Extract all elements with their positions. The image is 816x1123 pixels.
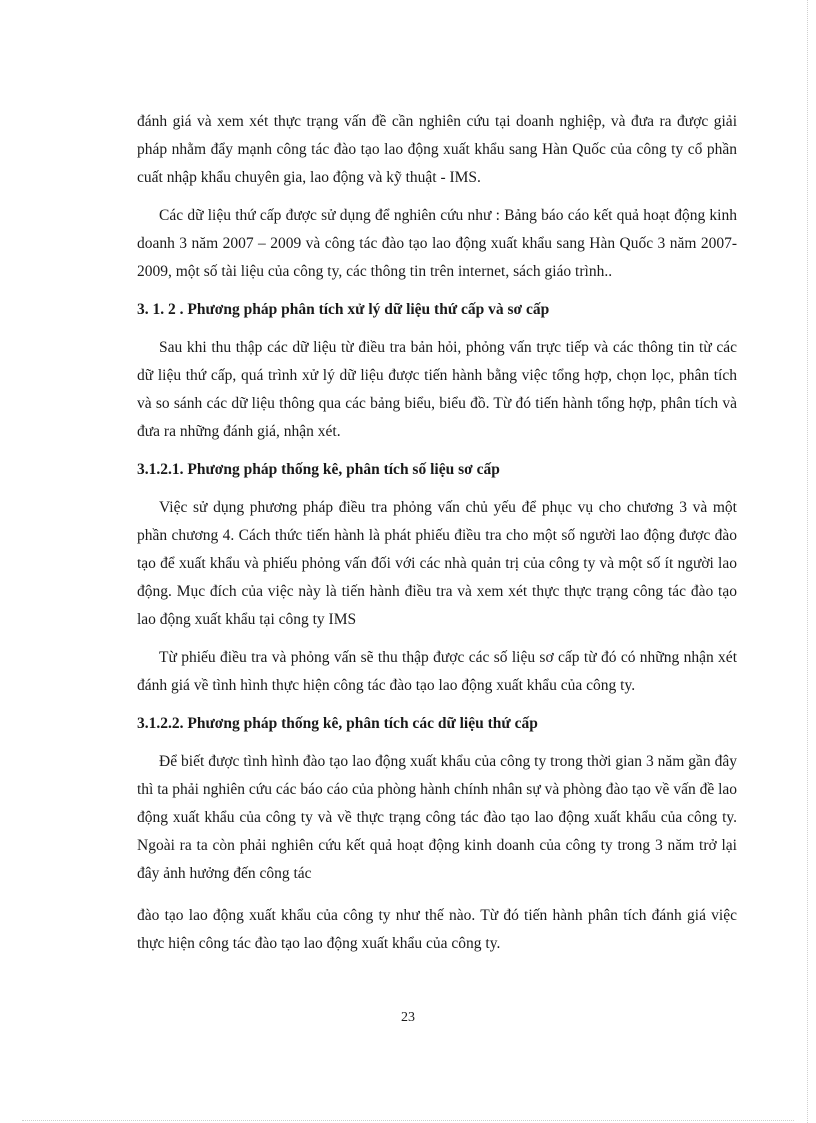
section-heading-3-1-2: 3. 1. 2 . Phương pháp phân tích xử lý dữ liệu thứ cấp và sơ cấp bbox=[137, 301, 550, 318]
paragraph-training-analysis: đào tạo lao động xuất khẩu của công ty như thế nào. Từ đó tiến hành phân tích đánh giá việc thực hiện công tác đào tạo lao động xuất khẩu của công ty. bbox=[137, 907, 737, 952]
section-heading-3-1-2-2: 3.1.2.2. Phương pháp thống kê, phân tích các dữ liệu thứ cấp bbox=[137, 715, 538, 732]
page-number: 23 bbox=[401, 1010, 415, 1025]
page-bottom-divider bbox=[22, 1120, 794, 1121]
section-heading-3-1-2-1: 3.1.2.1. Phương pháp thống kê, phân tích số liệu sơ cấp bbox=[137, 461, 500, 478]
paragraph-intro-continuation: đánh giá và xem xét thực trạng vấn đề cần nghiên cứu tại doanh nghiệp, và đưa ra được giải pháp nhằm đẩy mạnh công tác đào tạo lao động xuất khẩu sang Hàn Quốc của công ty cổ phần cuất nhập khẩu chuyên gia, lao động và kỹ thuật - IMS. bbox=[137, 113, 737, 186]
paragraph-data-processing: Sau khi thu thập các dữ liệu từ điều tra bản hỏi, phỏng vấn trực tiếp và các thông tin từ các dữ liệu thứ cấp, quá trình xử lý dữ liệu được tiến hành bằng việc tổng hợp, chọn lọc, phân tích và so sánh các dữ liệu thông qua các bảng biểu, biểu đồ. Từ đó tiến hành tổng hợp, phân tích và đưa ra những đánh giá, nhận xét. bbox=[137, 339, 737, 440]
paragraph-survey-results: Từ phiếu điều tra và phỏng vấn sẽ thu thập được các số liệu sơ cấp từ đó có những nhận xét đánh giá về tình hình thực hiện công tác đào tạo lao động xuất khẩu của công ty. bbox=[137, 649, 737, 694]
paragraph-secondary-data: Các dữ liệu thứ cấp được sử dụng để nghiên cứu như : Bảng báo cáo kết quả hoạt động kinh doanh 3 năm 2007 – 2009 và công tác đào tạo lao động xuất khẩu sang Hàn Quốc 3 năm 2007-2009, một số tài liệu của công ty, các thông tin trên internet, sách giáo trình.. bbox=[137, 207, 737, 280]
paragraph-training-research: Để biết được tình hình đào tạo lao động xuất khẩu của công ty trong thời gian 3 năm gần đây thì ta phải nghiên cứu các báo cáo của phòng hành chính nhân sự và phòng đào tạo về vấn đề lao động xuất khẩu của công ty và về thực trạng công tác đào tạo lao động xuất khẩu của công ty. Ngoài ra ta còn phải nghiên cứu kết quả hoạt động kinh doanh của công ty trong 3 năm trở lại đây ảnh hưởng đến công tác bbox=[137, 753, 738, 882]
page-edge-divider bbox=[807, 0, 808, 1123]
page-body bbox=[137, 108, 737, 968]
paragraph-survey-method: Việc sử dụng phương pháp điều tra phỏng vấn chủ yếu để phục vụ cho chương 3 và một phần chương 4. Cách thức tiến hành là phát phiếu điều tra cho một số người lao động được đào tạo để xuất khẩu và phiếu phỏng vấn đối với các nhà quản trị của công ty và một số ít người lao động. Mục đích của việc này là tiến hành điều tra và xem xét thực thực trạng công tác đào tạo lao động xuất khẩu tại công ty IMS bbox=[137, 499, 737, 628]
